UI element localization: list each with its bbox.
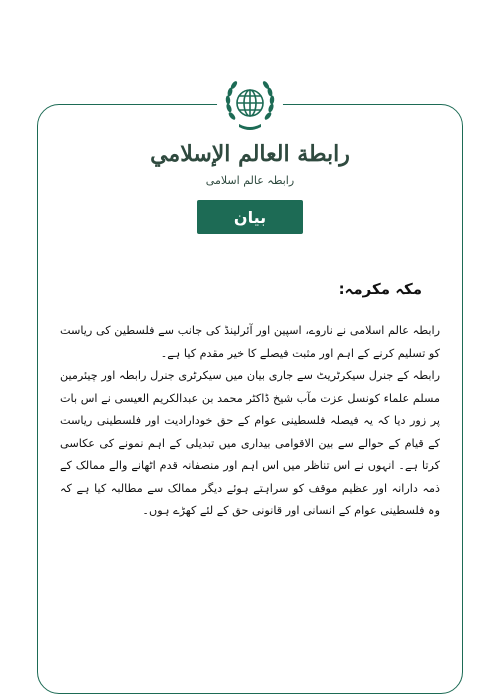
statement-badge [197,200,303,234]
logo-emblem [217,72,283,138]
dateline-location: مکہ مکرمہ: [338,280,422,298]
statement-badge-label: بیان [233,207,267,227]
statement-paragraph: رابطہ عالم اسلامی نے ناروے، اسپین اور آئرلینڈ کی جانب سے فلسطین کی ریاست کو تسلیم کرنے کے اہم اور مثبت فیصلے کا خیر مقدم کیا ہے۔ [60,324,440,360]
org-name-arabic: رابطة العالم الإسلامي [150,141,350,167]
statement-paragraph: رابطہ کے جنرل سیکرٹریٹ سے جاری بیان میں سیکرٹری جنرل رابطہ اور چیئرمین مسلم علماء کونسل عزت مآب شیخ ڈاکٹر محمد بن عبدالکریم العیسی نے اس بات پر زور دیا کہ یہ فیصلہ فلسطینی عوام کے حق خودارادیت اور فلسطینی ریاست کے قیام کے حوالے سے بین الاقوامی بیداری میں تبدیلی کے اہم نمونے کی عکاسی کرتا ہے۔ انہوں نے اس تناظر میں اس اہم اور منصفانہ قدم اٹھانے والے ممالک کے ذمہ دارانہ اور عظیم موقف کو سراہتے ہوئے دیگر ممالک سے مطالبہ کیا ہے کہ وہ فلسطینی عوام کے انسانی اور قانونی حق کے لئے کھڑے ہوں۔ [60,369,440,517]
statement-body [60,320,440,523]
org-name-urdu: رابطہ عالم اسلامی [205,174,295,187]
globe-wreath-icon [217,72,283,138]
